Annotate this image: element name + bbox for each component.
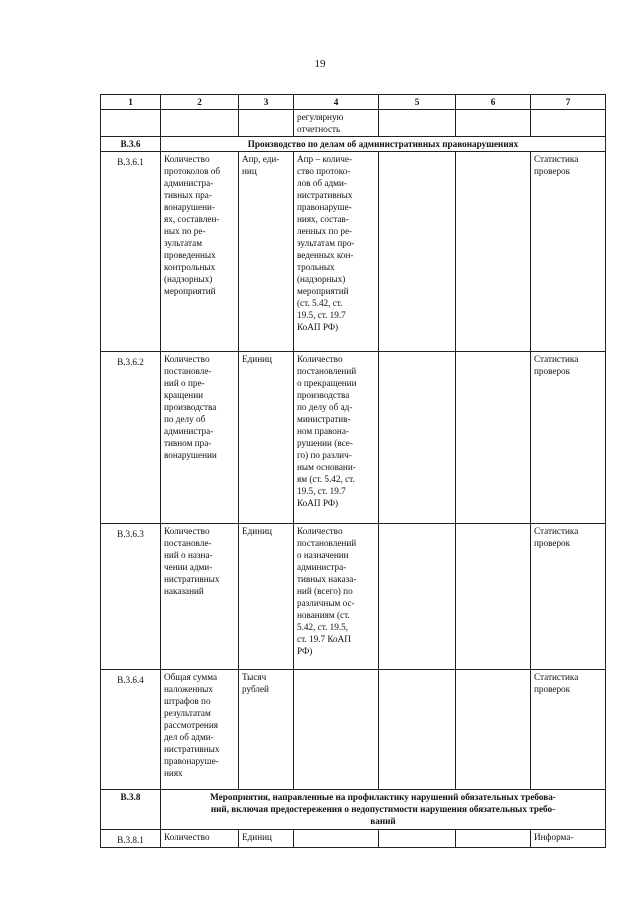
section-code: B.3.8 [101, 790, 161, 830]
section-row [101, 790, 606, 830]
header-col-3: 3 [239, 95, 294, 110]
header-col-5: 5 [379, 95, 456, 110]
row-name [161, 152, 239, 352]
row-description-text: Aпр – количе- ство протоко- лов об адми- нистративных правонаруше- ниях, состав- ленных по ре- зультатам про- веденных кон- трольных (надзорных) мероприятий (ст. 5.42, ст. 19.5, ст. 19.7 КоАП РФ) [297, 154, 355, 332]
row-name-text: Количество постановле- ний о пре- кращении производства по делу об администра- тивном пра- вонарушении [164, 354, 217, 460]
row-name-text: Количество постановле- ний о назна- чении адми- нистративных наказаний [164, 526, 220, 596]
row-description [294, 152, 379, 352]
continuation-row [101, 110, 606, 137]
header-col-4: 4 [294, 95, 379, 110]
row-unit [239, 670, 294, 790]
cell [379, 670, 456, 790]
cell [294, 830, 379, 848]
row-source-text: Статистика проверок [534, 526, 579, 548]
row-code: B.3.8.1 [101, 830, 161, 848]
header-row [101, 95, 606, 110]
cell [379, 152, 456, 352]
table-row [101, 524, 606, 670]
row-name [161, 352, 239, 524]
row-unit-text: Тысяч рублей [242, 672, 269, 694]
continuation-text [294, 110, 379, 137]
cell [379, 352, 456, 524]
row-description [294, 352, 379, 524]
row-source [531, 352, 606, 524]
row-source [531, 524, 606, 670]
table-row [101, 152, 606, 352]
page-number: 19 [314, 58, 326, 70]
row-unit [239, 524, 294, 670]
section-code: B.3.6 [101, 137, 161, 152]
header-col-1: 1 [101, 95, 161, 110]
row-source [531, 152, 606, 352]
cell [379, 830, 456, 848]
cell [239, 110, 294, 137]
row-description-text: Количество постановлений о назначении администра- тивных наказа- ний (всего) по различным ос- нованиям (ст. 5.42, ст. 19.5, ст. 19.7 КоАП РФ) [297, 526, 357, 656]
cell [531, 110, 606, 137]
row-source [531, 670, 606, 790]
cell [379, 110, 456, 137]
row-unit: Единиц [239, 830, 294, 848]
indicators-table [100, 94, 606, 848]
row-name [161, 524, 239, 670]
table-row [101, 352, 606, 524]
cell [456, 524, 531, 670]
cell [456, 670, 531, 790]
row-code: B.3.6.2 [101, 352, 161, 524]
cell [456, 830, 531, 848]
row-source: Информа- [531, 830, 606, 848]
row-code: B.3.6.4 [101, 670, 161, 790]
row-name-text: Общая сумма наложенных штрафов по результатам рассмотрения дел об адми- нистративных правонаруше- ниях [164, 672, 220, 778]
row-name: Количество [161, 830, 239, 848]
cell [456, 110, 531, 137]
table-row [101, 830, 606, 848]
header-col-2: 2 [161, 95, 239, 110]
row-unit-text: Единиц [242, 354, 272, 364]
row-unit-text: Единиц [242, 526, 272, 536]
row-description-text: Количество постановлений о прекращении производства по делу об ад- министратив- ном правона- рушении (все- го) по различ- ным основани- ям (ст. 5.42, ст. 19.5, ст. 19.7 КоАП РФ) [297, 354, 357, 508]
section-row [101, 137, 606, 152]
section-title-text: Мероприятия, направленные на профилактику нарушений обязательных требова- ний, включая предостережения о недопустимости нарушения обязательных требо- ваний [210, 792, 556, 826]
header-col-6: 6 [456, 95, 531, 110]
cell [456, 352, 531, 524]
header-col-7: 7 [531, 95, 606, 110]
row-unit [239, 352, 294, 524]
table-row [101, 670, 606, 790]
row-source-text: Статистика проверок [534, 154, 579, 176]
cell [456, 152, 531, 352]
row-name-text: Количество протоколов об администра- тивных пра- вонарушени- ях, составлен- ных по ре- зультатам проведенных контрольных (надзорных) мероприятий [164, 154, 221, 296]
cell [161, 110, 239, 137]
section-title [161, 790, 606, 830]
row-unit-text: Aпр, еди- ниц [242, 154, 280, 176]
row-code: B.3.6.3 [101, 524, 161, 670]
cell [101, 110, 161, 137]
row-name [161, 670, 239, 790]
cell [379, 524, 456, 670]
row-description [294, 670, 379, 790]
section-title: Производство по делам об административных правонарушениях [161, 137, 606, 152]
row-unit [239, 152, 294, 352]
row-source-text: Статистика проверок [534, 354, 579, 376]
row-code: B.3.6.1 [101, 152, 161, 352]
row-source-text: Статистика проверок [534, 672, 579, 694]
row-description [294, 524, 379, 670]
continuation-description: регулярную отчетность [297, 112, 344, 134]
